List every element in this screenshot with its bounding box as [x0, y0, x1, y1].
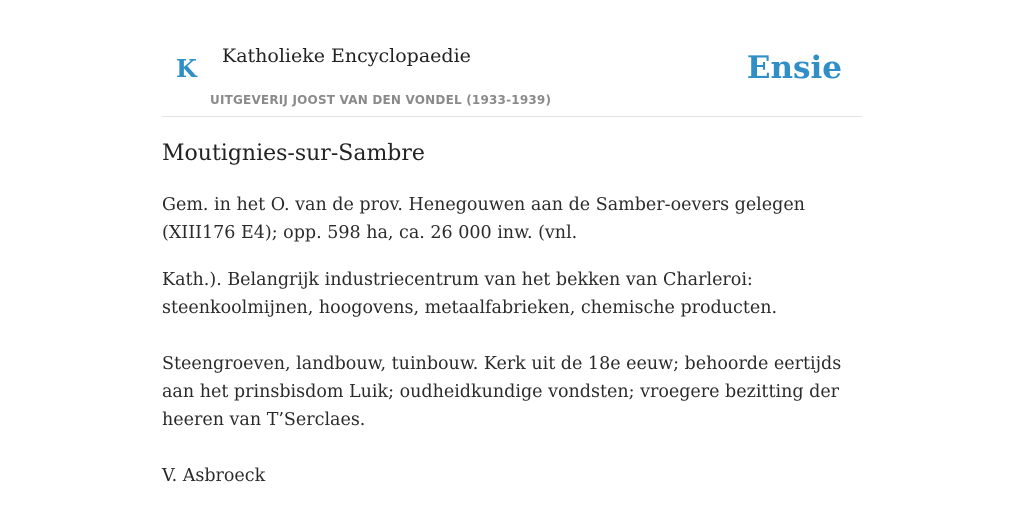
article-title: Moutignies-sur-Sambre	[162, 141, 425, 166]
article-paragraph: Kath.). Belangrijk industriecentrum van het bekken van Charleroi: steenkoolmijnen, hoogovens, metaalfabrieken, chemische producten.	[162, 270, 778, 318]
article-paragraph: Steengroeven, landbouw, tuinbouw. Kerk uit de 18e eeuw; behoorde eertijds aan het prinsbisdom Luik; oudheidkundige vondsten; vroegere bezitting der heeren van T’Serclaes.	[162, 354, 842, 430]
publication-logo[interactable]: K	[176, 54, 197, 83]
publisher-label: UITGEVERIJ JOOST VAN DEN VONDEL (1933-1939)	[210, 93, 552, 107]
article-paragraph: Gem. in het O. van de prov. Henegouwen aan de Samber-oevers gelegen (XIII176 E4); opp. 598 ha, ca. 26 000 inw. (vnl.	[162, 195, 805, 243]
article	[162, 137, 862, 490]
ensie-logo[interactable]: Ensie	[746, 50, 842, 86]
site-header	[162, 40, 862, 117]
publication-title[interactable]: Katholieke Encyclopaedie	[222, 45, 471, 67]
article-author: V. Asbroeck	[162, 466, 266, 486]
